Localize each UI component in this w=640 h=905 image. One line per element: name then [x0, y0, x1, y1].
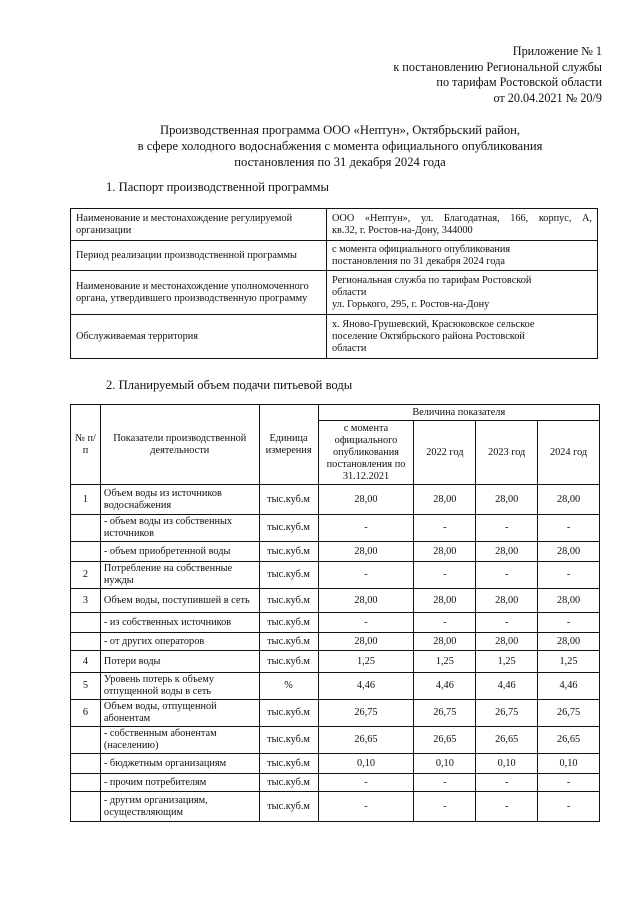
row-num: [71, 774, 101, 792]
table-row: [71, 542, 600, 562]
passport-value: [327, 271, 598, 315]
row-value: 0,10: [414, 754, 476, 774]
row-value: 28,00: [414, 633, 476, 651]
appendix-line: к постановлению Региональной службы: [393, 59, 602, 74]
value-line: области: [332, 342, 367, 354]
header-unit: Единица измерения: [259, 405, 318, 485]
passport-row: [71, 315, 598, 359]
value-line: х. Яново-Грушевский, Красюковское сельское: [332, 318, 535, 330]
row-value: 26,75: [414, 700, 476, 727]
row-value: 26,75: [538, 700, 600, 727]
section-1-heading: 1. Паспорт производственной программы: [106, 180, 329, 194]
row-unit: тыс.куб.м: [259, 774, 318, 792]
header-period: 2023 год: [476, 421, 538, 485]
appendix-line: Приложение № 1: [512, 44, 602, 58]
row-value: 28,00: [476, 633, 538, 651]
volume-table-body: [71, 485, 600, 822]
passport-table: [70, 208, 598, 359]
row-value: 28,00: [538, 542, 600, 562]
header-num: № п/п: [71, 405, 101, 485]
table-row: [71, 651, 600, 673]
row-value: 4,46: [318, 673, 414, 700]
volume-table: [70, 404, 600, 822]
row-value: 0,10: [318, 754, 414, 774]
row-value: 28,00: [318, 485, 414, 515]
row-num: [71, 754, 101, 774]
row-indicator: - объем воды из собственных источников: [100, 515, 259, 542]
row-value: 1,25: [538, 651, 600, 673]
value-line: ООО «Нептун», ул. Благодатная, 166, корпус, А,: [332, 212, 592, 224]
passport-label: Период реализации производственной программы: [71, 241, 327, 271]
row-num: [71, 792, 101, 822]
header-indicator: Показатели производственной деятельности: [100, 405, 259, 485]
row-value: 26,65: [538, 727, 600, 754]
row-unit: тыс.куб.м: [259, 792, 318, 822]
row-unit: тыс.куб.м: [259, 633, 318, 651]
table-row: [71, 700, 600, 727]
row-num: 6: [71, 700, 101, 727]
passport-value: [327, 315, 598, 359]
table-row: [71, 589, 600, 613]
table-row: [71, 633, 600, 651]
appendix-line: от 20.04.2021 № 20/9: [493, 90, 602, 105]
appendix-line: по тарифам Ростовской области: [436, 75, 602, 89]
passport-row: [71, 241, 598, 271]
title-line: в сфере холодного водоснабжения с момента официального опубликования: [137, 139, 543, 153]
row-value: 28,00: [476, 542, 538, 562]
table-row: [71, 792, 600, 822]
row-value: 26,65: [476, 727, 538, 754]
row-num: [71, 727, 101, 754]
row-indicator: Уровень потерь к объему отпущенной воды в сеть: [100, 673, 259, 700]
row-value: -: [414, 613, 476, 633]
value-line: области: [332, 286, 367, 298]
row-value: 26,75: [476, 700, 538, 727]
row-value: -: [318, 613, 414, 633]
row-value: -: [476, 515, 538, 542]
row-value: -: [318, 774, 414, 792]
row-unit: %: [259, 673, 318, 700]
row-value: -: [414, 792, 476, 822]
row-value: 26,65: [318, 727, 414, 754]
row-value: -: [318, 792, 414, 822]
row-value: 28,00: [318, 633, 414, 651]
passport-label: Наименование и местонахождение регулируемой организации: [71, 209, 327, 241]
row-value: 1,25: [318, 651, 414, 673]
value-line: постановления по 31 декабря 2024 года: [332, 255, 505, 267]
row-num: 4: [71, 651, 101, 673]
row-num: 2: [71, 562, 101, 589]
row-value: 28,00: [538, 633, 600, 651]
header-row: [71, 405, 600, 421]
passport-label: Обслуживаемая территория: [71, 315, 327, 359]
row-unit: тыс.куб.м: [259, 613, 318, 633]
row-value: -: [318, 562, 414, 589]
row-indicator: Объем воды, отпущенной абонентам: [100, 700, 259, 727]
row-num: [71, 515, 101, 542]
row-value: 28,00: [538, 485, 600, 515]
row-value: 4,46: [476, 673, 538, 700]
row-value: -: [476, 562, 538, 589]
row-indicator: - бюджетным организациям: [100, 754, 259, 774]
row-num: 3: [71, 589, 101, 613]
row-num: [71, 613, 101, 633]
row-indicator: - прочим потребителям: [100, 774, 259, 792]
value-line: поселение Октябрьского района Ростовской: [332, 330, 525, 342]
row-value: -: [538, 774, 600, 792]
table-row: [71, 485, 600, 515]
row-indicator: - другим организациям, осуществляющим: [100, 792, 259, 822]
table-row: [71, 774, 600, 792]
section-2-heading: 2. Планируемый объем подачи питьевой воды: [106, 378, 353, 392]
row-value: -: [414, 562, 476, 589]
header-period: 2024 год: [538, 421, 600, 485]
row-indicator: - собственным абонентам (населению): [100, 727, 259, 754]
row-unit: тыс.куб.м: [259, 485, 318, 515]
row-unit: тыс.куб.м: [259, 651, 318, 673]
row-value: 28,00: [318, 542, 414, 562]
row-num: 1: [71, 485, 101, 515]
row-value: -: [476, 774, 538, 792]
row-indicator: - из собственных источников: [100, 613, 259, 633]
row-value: -: [538, 613, 600, 633]
row-value: 4,46: [538, 673, 600, 700]
row-indicator: Объем воды из источников водоснабжения: [100, 485, 259, 515]
row-unit: тыс.куб.м: [259, 754, 318, 774]
table-row: [71, 613, 600, 633]
table-row: [71, 562, 600, 589]
table-row: [71, 673, 600, 700]
value-line: Региональная служба по тарифам Ростовской: [332, 274, 532, 286]
value-line: кв.32, г. Ростов-на-Дону, 344000: [332, 224, 473, 236]
row-value: 28,00: [318, 589, 414, 613]
passport-label: Наименование и местонахождение уполномоченного органа, утвердившего производственную программу: [71, 271, 327, 315]
row-unit: тыс.куб.м: [259, 727, 318, 754]
row-value: 0,10: [476, 754, 538, 774]
row-value: 28,00: [414, 542, 476, 562]
row-value: -: [414, 774, 476, 792]
row-value: 28,00: [538, 589, 600, 613]
title-line: Производственная программа ООО «Нептун», Октябрьский район,: [159, 123, 521, 137]
row-indicator: Потребление на собственные нужды: [100, 562, 259, 589]
row-value: 28,00: [476, 589, 538, 613]
row-value: 28,00: [414, 485, 476, 515]
row-value: 1,25: [476, 651, 538, 673]
row-value: 26,75: [318, 700, 414, 727]
header-period: с момента официального опубликования постановления по 31.12.2021: [318, 421, 414, 485]
document-title: [70, 122, 610, 170]
row-num: [71, 542, 101, 562]
table-row: [71, 727, 600, 754]
title-line: постановления по 31 декабря 2024 года: [234, 155, 446, 169]
row-indicator: - объем приобретенной воды: [100, 542, 259, 562]
row-unit: тыс.куб.м: [259, 542, 318, 562]
row-value: -: [538, 792, 600, 822]
row-value: 26,65: [414, 727, 476, 754]
passport-row: [71, 209, 598, 241]
row-value: -: [414, 515, 476, 542]
value-line: с момента официального опубликования: [332, 243, 511, 255]
row-value: 28,00: [414, 589, 476, 613]
row-indicator: - от других операторов: [100, 633, 259, 651]
row-unit: тыс.куб.м: [259, 562, 318, 589]
row-value: -: [476, 792, 538, 822]
row-num: [71, 633, 101, 651]
row-value: 0,10: [538, 754, 600, 774]
row-value: -: [476, 613, 538, 633]
row-value: -: [538, 562, 600, 589]
value-line: ул. Горького, 295, г. Ростов-на-Дону: [332, 298, 490, 310]
row-indicator: Объем воды, поступившей в сеть: [100, 589, 259, 613]
row-value: 4,46: [414, 673, 476, 700]
row-unit: тыс.куб.м: [259, 700, 318, 727]
row-value: -: [318, 515, 414, 542]
appendix-header: [393, 44, 602, 106]
passport-row: [71, 271, 598, 315]
row-unit: тыс.куб.м: [259, 515, 318, 542]
table-row: [71, 754, 600, 774]
header-value-group: Величина показателя: [318, 405, 599, 421]
header-period: 2022 год: [414, 421, 476, 485]
row-value: -: [538, 515, 600, 542]
row-indicator: Потери воды: [100, 651, 259, 673]
row-value: 1,25: [414, 651, 476, 673]
row-unit: тыс.куб.м: [259, 589, 318, 613]
passport-value: [327, 241, 598, 271]
passport-value: [327, 209, 598, 241]
row-value: 28,00: [476, 485, 538, 515]
row-num: 5: [71, 673, 101, 700]
table-row: [71, 515, 600, 542]
